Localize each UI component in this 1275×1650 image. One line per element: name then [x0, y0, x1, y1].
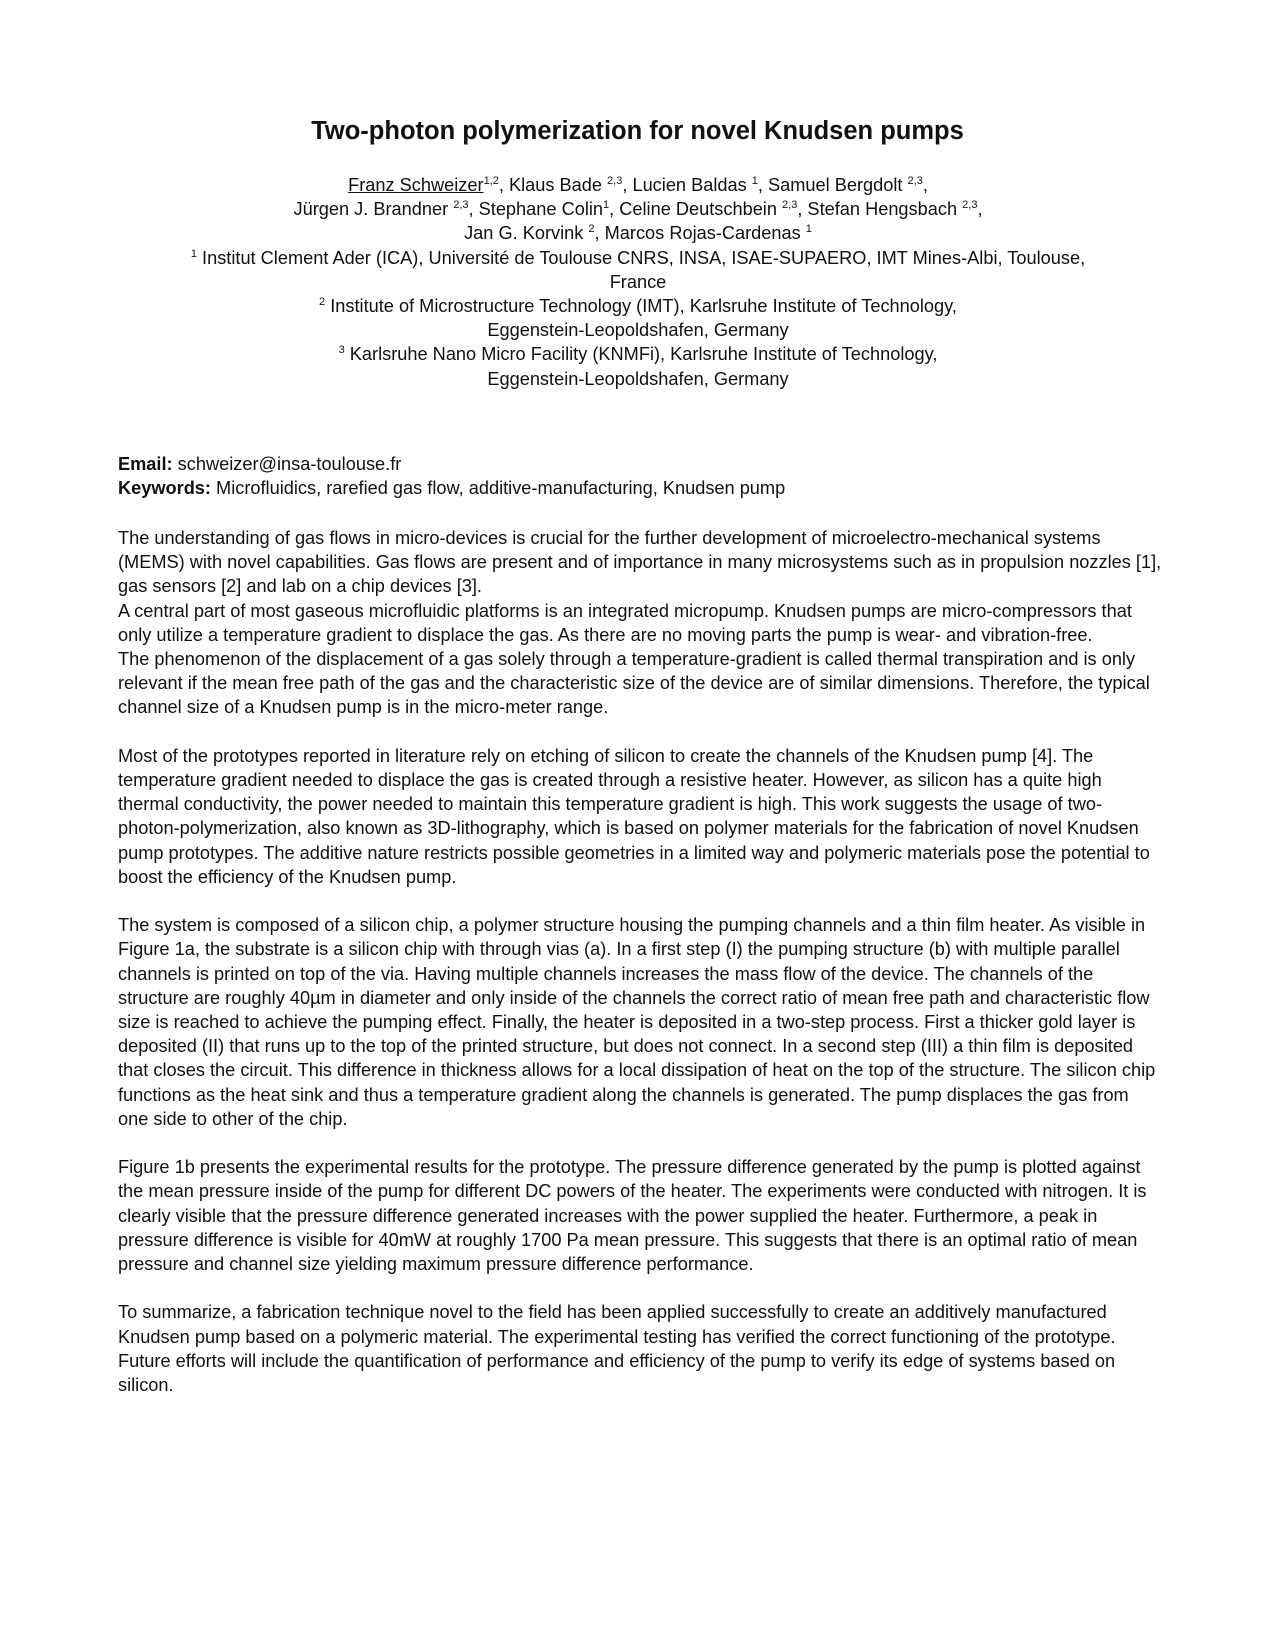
- author-separator: ,: [922, 175, 928, 195]
- contact-block: [118, 452, 1158, 500]
- affiliation-text: Institut Clement Ader (ICA), Université de Toulouse CNRS, INSA, ISAE-SUPAERO, IMT Mines-Albi, Toulouse,: [196, 247, 1086, 268]
- author-name: , Klaus Bade: [498, 175, 608, 195]
- body-paragraph: The phenomenon of the displacement of a gas solely through a temperature-gradient is called thermal transpiration and is only relevant if the mean free path of the gas and the characteristic size of the device are of similar dimensions. Therefore, the typical channel size of a Knudsen pump is in the micro-meter range.: [118, 649, 1150, 718]
- author-superscript: 2: [588, 223, 595, 236]
- body-paragraph: The system is composed of a silicon chip, a polymer structure housing the pumping channels and a thin film heater. As visible in Figure 1a, the substrate is a silicon chip with through vias (a). In a first step (I) the pumping structure (b) with multiple parallel channels is printed on top of the via. Having multiple channels increases the mass flow of the device. The channels of the structure are roughly 40µm in diameter and only inside of the channels the correct ratio of mean free path and characteristic flow size is reached to achieve the pumping effect. Finally, the heater is deposited in a two-step process. First a thicker gold layer is deposited (II) that runs up to the top of the printed structure, but does not connect. In a second step (III) a thin film is deposited that closes the circuit. This difference in thickness allows for a local dissipation of heat on the top of the structure. The silicon chip functions as the heat sink and thus a temperature gradient along the channels is generated. The pump displaces the gas from one side to other of the chip.: [118, 915, 1156, 1129]
- affiliation-2: [118, 294, 1158, 318]
- author-separator: ,: [977, 199, 983, 220]
- body-paragraph: A central part of most gaseous microfluidic platforms is an integrated micropump. Knudsen pumps are micro-compressors that only utilize a temperature gradient to displace the gas. As there are no moving parts the pump is wear- and vibration-free.: [118, 600, 1132, 645]
- author-superscript: 2,3: [782, 199, 798, 212]
- affiliation-text: Karlsruhe Nano Micro Facility (KNMFi), Karlsruhe Institute of Technology,: [344, 344, 938, 365]
- author-superscript: 2,3: [907, 175, 923, 187]
- affiliation-1: [118, 246, 1158, 270]
- author-name: , Lucien Baldas: [622, 175, 752, 195]
- affiliation-2-cont: Eggenstein-Leopoldshafen, Germany: [487, 320, 789, 341]
- keywords-value: Microfluidics, rarefied gas flow, additive-manufacturing, Knudsen pump: [210, 478, 786, 499]
- author-name: Jan G. Korvink: [464, 223, 589, 244]
- affiliation-text: Institute of Microstructure Technology (IMT), Karlsruhe Institute of Technology,: [325, 296, 957, 317]
- author-line-1: [118, 173, 1158, 197]
- author-superscript: 1: [805, 223, 812, 236]
- author-superscript: 1: [603, 199, 610, 212]
- author-superscript: 1: [751, 175, 758, 187]
- affiliation-superscript: 3: [338, 344, 345, 357]
- keywords-line: [118, 476, 1158, 500]
- author-name: , Samuel Bergdolt: [757, 175, 908, 195]
- body-paragraph: Most of the prototypes reported in literature rely on etching of silicon to create the channels of the Knudsen pump [4]. The temperature gradient needed to displace the gas is created through a resistive heater. However, as silicon has a quite high thermal conductivity, the power needed to maintain this temperature gradient is high. This work suggests the usage of two-photon-polymerization, also known as 3D-lithography, which is based on polymer materials for the fabrication of novel Knudsen pump prototypes. The additive nature restricts possible geometries in a limited way and polymeric materials pose the potential to boost the efficiency of the Knudsen pump.: [118, 745, 1150, 887]
- affiliation-3-cont: Eggenstein-Leopoldshafen, Germany: [487, 368, 789, 389]
- presenting-author: Franz Schweizer: [348, 175, 484, 195]
- author-block: [118, 173, 1158, 391]
- affiliation-superscript: 2: [319, 296, 326, 309]
- email-line: [118, 452, 1158, 476]
- email-value: schweizer@insa-toulouse.fr: [172, 454, 402, 474]
- author-name: Jürgen J. Brandner: [293, 199, 454, 220]
- author-name: , Marcos Rojas-Cardenas: [594, 223, 806, 244]
- author-name: , Stephane Colin: [468, 199, 604, 220]
- author-superscript: 2,3: [962, 199, 978, 212]
- affiliation-1-cont: France: [609, 271, 667, 292]
- author-line-3: [118, 221, 1158, 245]
- author-name: , Stefan Hengsbach: [797, 199, 963, 220]
- author-superscript: 2,3: [453, 199, 469, 212]
- author-superscript: 2,3: [607, 175, 623, 187]
- affiliation-superscript: 1: [190, 247, 197, 260]
- body-paragraph: The understanding of gas flows in micro-devices is crucial for the further development of microelectro-mechanical systems (MEMS) with novel capabilities. Gas flows are present and of importance in many microsystems such as in propulsion nozzles [1], gas sensors [2] and lab on a chip devices [3].: [118, 528, 1162, 597]
- author-name: , Celine Deutschbein: [609, 199, 783, 220]
- paper-title: Two-photon polymerization for novel Knudsen pumps: [311, 117, 964, 145]
- email-label: Email:: [118, 454, 173, 474]
- body-paragraph: Figure 1b presents the experimental results for the prototype. The pressure difference generated by the pump is plotted against the mean pressure inside of the pump for different DC powers of the heater. The experiments were conducted with nitrogen. It is clearly visible that the pressure difference generated increases with the power supplied the heater. Furthermore, a peak in pressure difference is visible for 40mW at roughly 1700 Pa mean pressure. This suggests that there is an optimal ratio of mean pressure and channel size yielding maximum pressure difference performance.: [118, 1157, 1147, 1275]
- abstract-body: [118, 526, 1163, 1421]
- author-line-2: [118, 197, 1158, 221]
- body-paragraph: To summarize, a fabrication technique novel to the field has been applied successfully to create an additively manufactured Knudsen pump based on a polymeric material. The experimental testing has verified the correct functioning of the prototype. Future efforts will include the quantification of performance and efficiency of the pump to verify its edge of systems based on silicon.: [118, 1302, 1116, 1396]
- author-superscript: 1,2: [483, 175, 499, 187]
- affiliation-3: [118, 342, 1158, 366]
- keywords-label: Keywords:: [118, 478, 211, 499]
